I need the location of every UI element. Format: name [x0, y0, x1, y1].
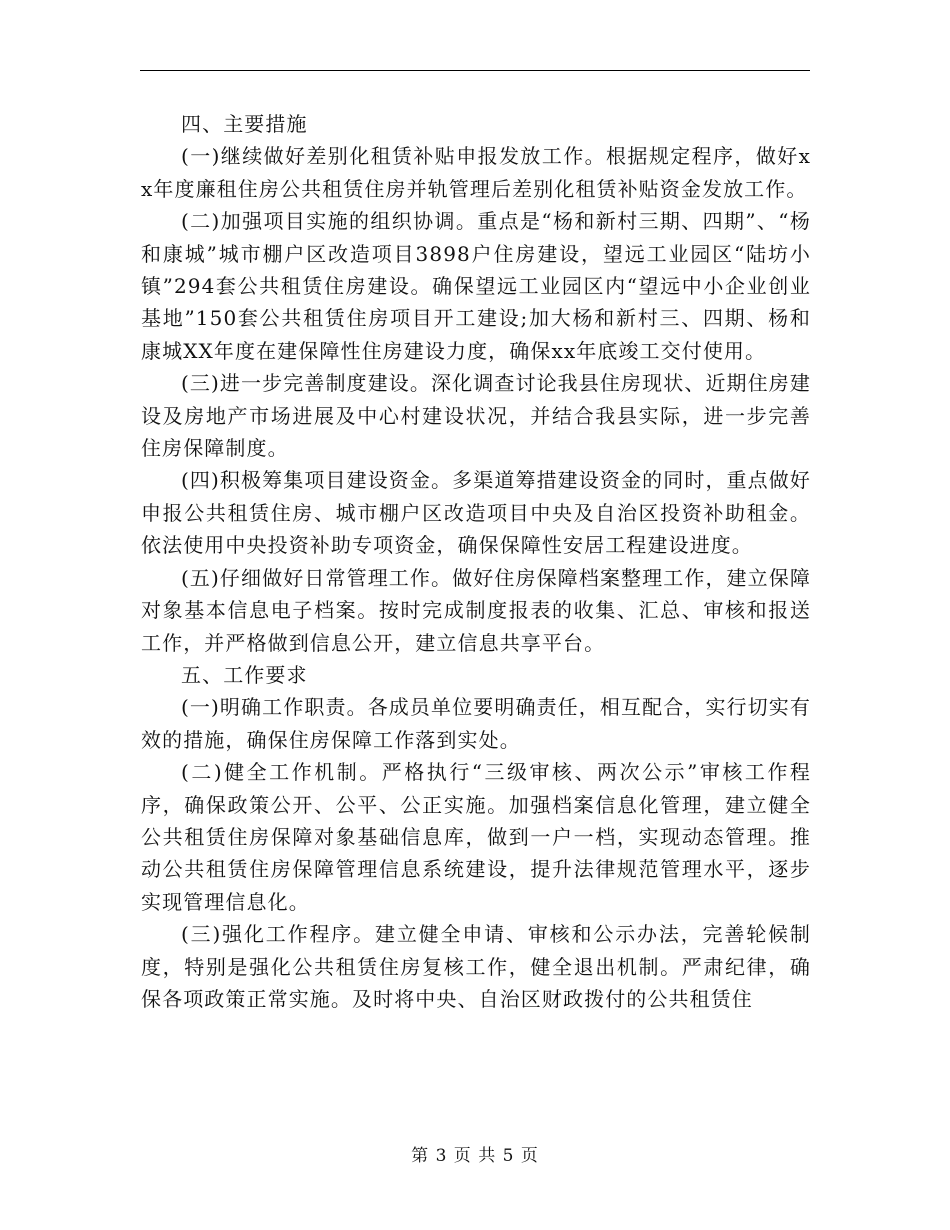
section-heading-measures: 四、主要措施 — [181, 112, 308, 136]
paragraph-measure-1: (一)继续做好差别化租赁补贴申报发放工作。根据规定程序，做好xx年度廉租住房公共租赁住房并轨管理后差别化租赁补贴资金发放工作。 — [141, 144, 811, 201]
paragraph-requirement-2: (二)健全工作机制。严格执行“三级审核、两次公示”审核工作程序，确保政策公开、公平、公正实施。加强档案信息化管理，建立健全公共租赁住房保障对象基础信息库，做到一户一档，实现动态管理。推动公共租赁住房保障管理信息系统建设，提升法律规范管理水平，逐步实现管理信息化。 — [141, 760, 811, 914]
paragraph-measure-5: (五)仔细做好日常管理工作。做好住房保障档案整理工作，建立保障对象基本信息电子档案。按时完成制度报表的收集、汇总、审核和报送工作，并严格做到信息公开，建立信息共享平台。 — [141, 565, 811, 655]
section-heading-requirements: 五、工作要求 — [181, 662, 308, 687]
paragraph-measure-3: (三)进一步完善制度建设。深化调查讨论我县住房现状、近期住房建设及房地产市场进展及中心村建设状况，并结合我县实际，进一步完善住房保障制度。 — [141, 371, 811, 461]
document-body — [141, 108, 811, 1015]
paragraph-measure-4: (四)积极筹集项目建设资金。多渠道筹措建设资金的同时，重点做好申报公共租赁住房、城市棚户区改造项目中央及自治区投资补助租金。依法使用中央投资补助专项资金，确保保障性安居工程建设进度。 — [141, 468, 811, 558]
paragraph-measure-2: (二)加强项目实施的组织协调。重点是“杨和新村三期、四期”、“杨和康城”城市棚户区改造项目3898户住房建设，望远工业园区“陆坊小镇”294套公共租赁住房建设。确保望远工业园区内“望远中小企业创业基地”150套公共租赁住房项目开工建设;加大杨和新村三、四期、杨和康城XX年度在建保障性住房建设力度，确保xx年底竣工交付使用。 — [141, 209, 811, 363]
page-number: 第 3 页 共 5 页 — [411, 1146, 539, 1166]
paragraph-requirement-1: (一)明确工作职责。各成员单位要明确责任，相互配合，实行切实有效的措施，确保住房保障工作落到实处。 — [141, 695, 811, 752]
header-rule — [140, 70, 810, 71]
paragraph-requirement-3: (三)强化工作程序。建立健全申请、审核和公示办法，完善轮候制度，特别是强化公共租赁住房复核工作，健全退出机制。严肃纪律，确保各项政策正常实施。及时将中央、自治区财政拨付的公共租赁住 — [141, 922, 811, 1011]
